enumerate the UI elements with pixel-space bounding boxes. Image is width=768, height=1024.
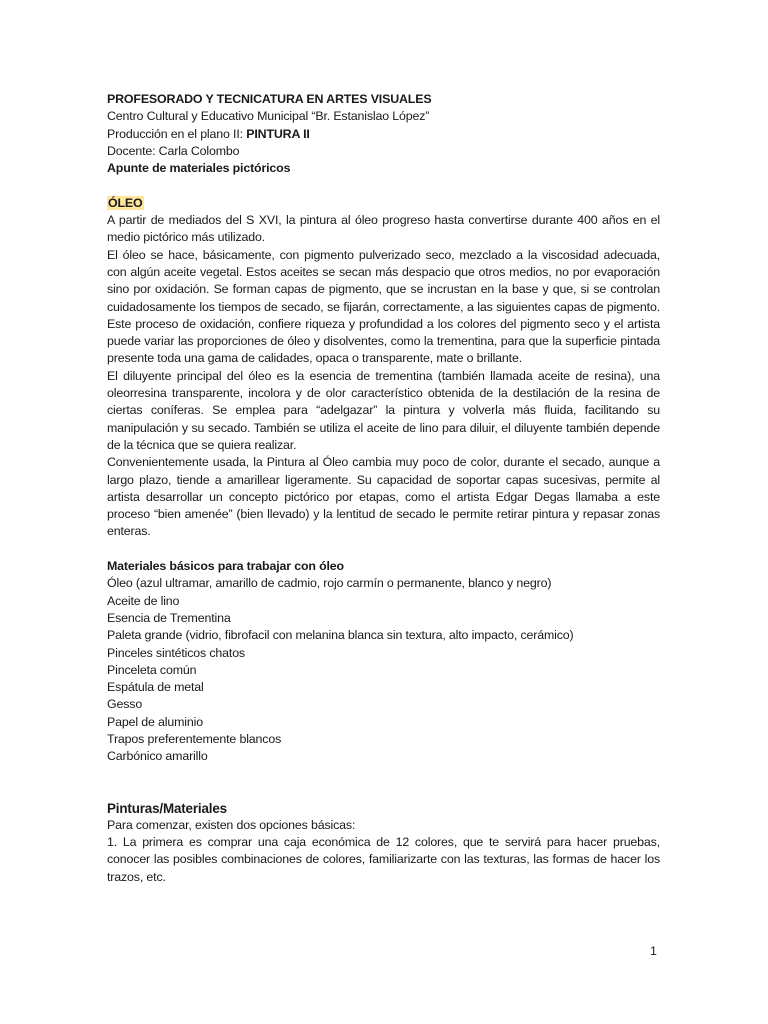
document-title: Apunte de materiales pictóricos	[107, 161, 291, 176]
list-item: Trapos preferentemente blancos	[107, 731, 282, 746]
section-title-pinturas: Pinturas/Materiales	[107, 800, 227, 816]
list-item: Paleta grande (vidrio, fibrofacil con melanina blanca sin textura, alto impacto, cerámico)	[107, 628, 574, 643]
list-item: Esencia de Trementina	[107, 610, 231, 625]
list-item: Carbónico amarillo	[107, 749, 208, 764]
course-subject: PINTURA II	[246, 126, 310, 141]
oleo-paragraph-1: A partir de mediados del S XVI, la pintura al óleo progreso hasta convertirse durante 400 años en el medio pictórico más utilizado.	[107, 213, 660, 245]
teacher-name: Docente: Carla Colombo	[107, 143, 240, 158]
list-item: Espátula de metal	[107, 680, 204, 695]
oleo-paragraph-3: El diluyente principal del óleo es la esencia de trementina (también llamada aceite de resina), una oleorresina transparente, incolora y de olor característico obtenida de la destilación de la resina de ciertas coníferas. Se emplea para “adelgazar” la pintura y volverla más fluida, facilitando su manipulación y su secado. También se utiliza el aceite de lino para diluir, el diluyente también depende de la técnica que se quiera realizar.	[107, 368, 660, 452]
list-item: Gesso	[107, 697, 143, 712]
section-title-oleo	[107, 195, 660, 212]
list-item: Óleo (azul ultramar, amarillo de cadmio, rojo carmín o permanente, blanco y negro)	[107, 576, 552, 591]
pinturas-intro: Para comenzar, existen dos opciones básicas:	[107, 817, 356, 832]
pinturas-paragraph-1: 1. La primera es comprar una caja económica de 12 colores, que te servirá para hacer pruebas, conocer las posibles combinaciones de colores, familiarizarte con las texturas, las formas de hacer los trazos, etc.	[107, 835, 660, 884]
program-title: PROFESORADO Y TECNICATURA EN ARTES VISUALES	[107, 92, 432, 106]
section-title-materiales: Materiales básicos para trabajar con óleo	[107, 559, 344, 574]
spacer	[107, 541, 660, 558]
spacer	[107, 177, 660, 194]
list-item: Pinceles sintéticos chatos	[107, 645, 245, 660]
materials-list	[107, 575, 660, 765]
spacer	[107, 766, 660, 800]
list-item: Pinceleta común	[107, 662, 197, 677]
oleo-paragraph-2: El óleo se hace, básicamente, con pigmento pulverizado seco, mezclado a la viscosidad adecuada, con algún aceite vegetal. Estos aceites se secan más despacio que otros medios, no por evaporación sino por oxidación. Se forman capas de pigmento, que se incrustan en la base y que, si se controlan cuidadosamente los tiempos de secado, se fijarán, correctamente, a las siguientes capas de pigmento. Este proceso de oxidación, confiere riqueza y profundidad a los colores del pigmento seco y el artista puede variar las proporciones de óleo y disolventes, como la trementina, para que la superficie pintada presente toda una gama de calidades, opaca o transparente, mate o brillante.	[107, 247, 660, 366]
list-item: Papel de aluminio	[107, 714, 203, 729]
section-title-oleo-text: ÓLEO	[108, 195, 143, 210]
document-body	[107, 91, 660, 886]
institution-name: Centro Cultural y Educativo Municipal “Br. Estanislao López”	[107, 109, 430, 124]
list-item: Aceite de lino	[107, 593, 180, 608]
page-number: 1	[650, 944, 657, 958]
course-prefix: Producción en el plano II:	[107, 126, 247, 141]
course-name	[107, 126, 660, 143]
oleo-paragraph-4: Convenientemente usada, la Pintura al Óleo cambia muy poco de color, durante el secado, aunque a largo plazo, tiende a amarillear ligeramente. Su capacidad de soportar capas sucesivas, permite al artista desarrollar un concepto pictórico por etapas, como el artista Edgar Degas llamaba a este proceso “bien amenée” (bien llevado) y la lentitud de secado le permite retirar pintura y repasar zonas enteras.	[107, 455, 660, 539]
